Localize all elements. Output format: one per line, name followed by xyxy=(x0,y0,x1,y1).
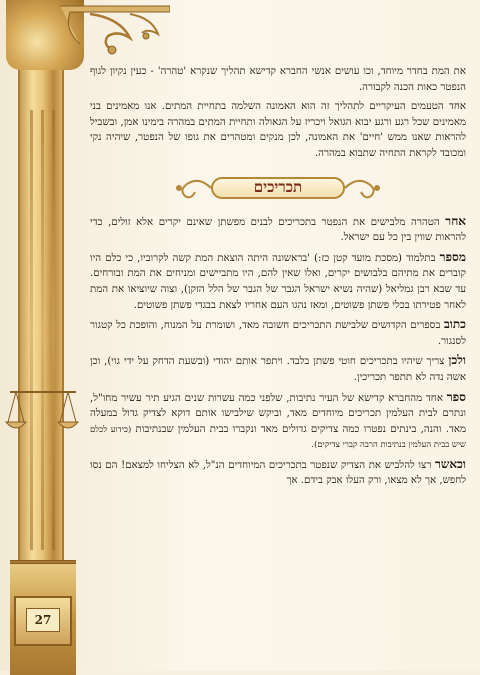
heading-flourish-icon xyxy=(173,172,213,204)
paragraph-lead-word: כתוב xyxy=(443,317,467,332)
paragraph-lead-word: אחר xyxy=(445,213,466,228)
paragraph-text: בספרים הקדושים שלבישת התכריכים חשובה מאד, ושומרת על המנוח, והופכת כל קטגור לסנגור. xyxy=(90,320,466,347)
heading-flourish-icon xyxy=(343,172,383,204)
paragraph-note: (כידוע לכלם שיש בבית העלמין בנתיבות הרבה קברי צדיקים). xyxy=(90,423,466,450)
section-title: תכריכים xyxy=(253,177,303,196)
pillar-groove xyxy=(30,110,33,550)
body-paragraph xyxy=(90,250,466,313)
paragraph-lead-word: ספר xyxy=(446,389,466,404)
paragraph-text: בתלמוד (מסכת מועד קטן כז:) 'בראשונה היתה הוצאת המת קשה לקרוביו, כי כלם היו קוברים את מתיהם בלבושים יקרים, ואלו שאין להם, היו מתביישים ומניחים את המת ובורחים. עד שבא רבן גמליאל (שהיה נשיא ישראל הגבר של הגבר של הלל הזקן), וצוה שיוציאו את המת לאחר פטירתו בכלי פשתן פשוטים, ומאז נהגו העם אחריו לצאת בבגדי פשתן פשוטים. xyxy=(90,252,466,311)
page-number: 27 xyxy=(26,608,60,632)
section-heading-banner xyxy=(173,172,383,204)
intro-paragraph: את המת בחדר מיוחד, וכו עושים אנשי החברא קדישא תהליך שנקרא 'טהרה' - כעין נקיון לגוף הנפטר כאות הכנה לקבורה. xyxy=(90,66,466,93)
paragraph-text: רצו להלביש את הצדיק שנפטר בתכריכים המיוחדים הנ"ל, לא הצליחו למצאם! הם נסו לחפש, אך לא מצאו, ורק העלו אבק בידם. אך xyxy=(90,459,466,487)
pillar-groove xyxy=(41,110,44,550)
paragraph-lead-word: וכאשר xyxy=(434,456,466,471)
text-column xyxy=(90,64,466,493)
body-paragraph xyxy=(90,353,466,385)
body-paragraph xyxy=(90,214,466,246)
paragraph-text: אחד מהחברא קדישא של העיר נתיבות, שלפני כמה עשרות שנים הגיע תיר עשיר מחו"ל, ונתרם לבית העלמין תכריכים מיוחדים מאד, וביקש שילבישו אותם דוקא לצדיק גדול במעלה מאד. והנה, בינתים נפטרו כמה צדיקים גדולים מאד ונקברו בבית העלמין שבנתיבות xyxy=(90,392,466,435)
paragraph-text: צריך שיהיו בתכריכים חוטי פשתן בלבד. ויתפר אותם יהודי (ובשעת הדחק על ידי גוי), וכן אשה נדה לא תתפר תכריכין. xyxy=(90,356,466,383)
paragraph-text: הטהרה מלבישים את הנפטר בתכריכים לבנים מפשתן שאינם יקרים אלא זולים, כדי להראות שווין בין כל עם ישראל. xyxy=(90,216,466,244)
paragraph-lead-word: מספר xyxy=(439,249,466,264)
body-paragraph xyxy=(90,317,466,349)
balance-scale-icon xyxy=(2,382,82,452)
body-paragraph xyxy=(90,390,466,453)
pillar-groove xyxy=(52,110,55,550)
paragraph-lead-word: ולכן xyxy=(448,353,466,368)
intro-paragraph: אחד הטעמים העיקריים לתהליך זה הוא האמונה השלמה בתחיית המתים. אנו מאמינים בני מאמינים שכל רגע ורגע יבוא הגואל ויכריז על הגאולה ותחיית המתים במהרה בימינו אמן, ובשביל להראות שאנו ממש 'חיים' את האמונה, לכן מנקים ומטהרים את גופו של הנפטר, שיהיה נקי ומכובד לקראת התחיה שתבוא במהרה. xyxy=(90,101,466,159)
body-paragraph xyxy=(90,457,466,489)
